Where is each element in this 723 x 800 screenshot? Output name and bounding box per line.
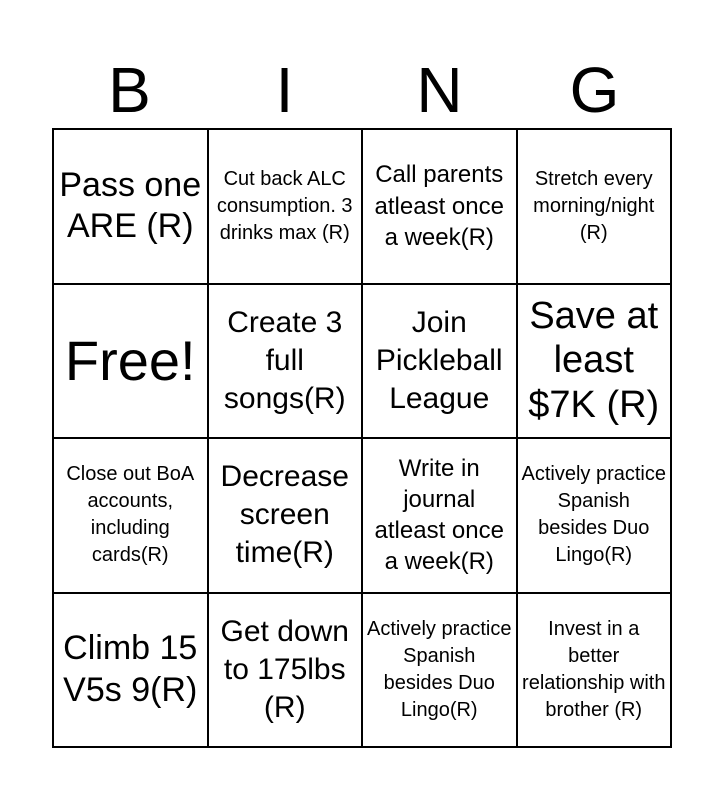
cell-text: Stretch every morning/night (R) bbox=[533, 167, 655, 244]
bingo-cell-r3c3[interactable] bbox=[363, 439, 518, 594]
bingo-header bbox=[52, 52, 672, 128]
cell-text: Join Pickleball League bbox=[375, 305, 503, 415]
bingo-cell-r4c2[interactable] bbox=[209, 594, 364, 749]
cell-text: Actively practice Spanish besides Duo Lingo(R) bbox=[367, 617, 512, 721]
cell-text: Create 3 full songs(R) bbox=[223, 305, 346, 415]
bingo-cell-r2c2[interactable] bbox=[209, 285, 364, 440]
bingo-cell-r2c4[interactable] bbox=[518, 285, 673, 440]
bingo-cell-r3c4[interactable] bbox=[518, 439, 673, 594]
bingo-cell-r1c1[interactable] bbox=[54, 130, 209, 285]
cell-text: Invest in a better relationship with brother (R) bbox=[522, 617, 666, 721]
cell-text: Save at least $7K (R) bbox=[528, 294, 660, 427]
bingo-cell-free[interactable] bbox=[54, 285, 209, 440]
free-space-text: Free! bbox=[64, 328, 196, 392]
bingo-cell-r4c1[interactable] bbox=[54, 594, 209, 749]
header-letter-g: G bbox=[569, 54, 620, 126]
cell-text: Climb 15 V5s 9(R) bbox=[63, 629, 198, 709]
cell-text: Get down to 175lbs (R) bbox=[220, 614, 349, 724]
header-letter-i: I bbox=[275, 54, 294, 126]
bingo-board bbox=[52, 128, 672, 748]
bingo-cell-r3c2[interactable] bbox=[209, 439, 364, 594]
cell-text: Actively practice Spanish besides Duo Lingo(R) bbox=[521, 463, 666, 567]
cell-text: Pass one ARE (R) bbox=[59, 165, 202, 246]
cell-text: Close out BoA accounts, including cards(R) bbox=[66, 463, 195, 567]
bingo-cell-r3c1[interactable] bbox=[54, 439, 209, 594]
bingo-cell-r1c3[interactable] bbox=[363, 130, 518, 285]
bingo-cell-r1c2[interactable] bbox=[209, 130, 364, 285]
cell-text: Decrease screen time(R) bbox=[220, 460, 349, 570]
bingo-cell-r2c3[interactable] bbox=[363, 285, 518, 440]
bingo-cell-r1c4[interactable] bbox=[518, 130, 673, 285]
cell-text: Cut back ALC consumption. 3 drinks max (R) bbox=[216, 167, 353, 244]
bingo-cell-r4c3[interactable] bbox=[363, 594, 518, 749]
header-letter-n: N bbox=[416, 54, 463, 126]
bingo-cell-r4c4[interactable] bbox=[518, 594, 673, 749]
cell-text: Call parents atleast once a week(R) bbox=[374, 161, 504, 251]
cell-text: Write in journal atleast once a week(R) bbox=[374, 454, 504, 576]
header-letter-b: B bbox=[108, 54, 151, 126]
